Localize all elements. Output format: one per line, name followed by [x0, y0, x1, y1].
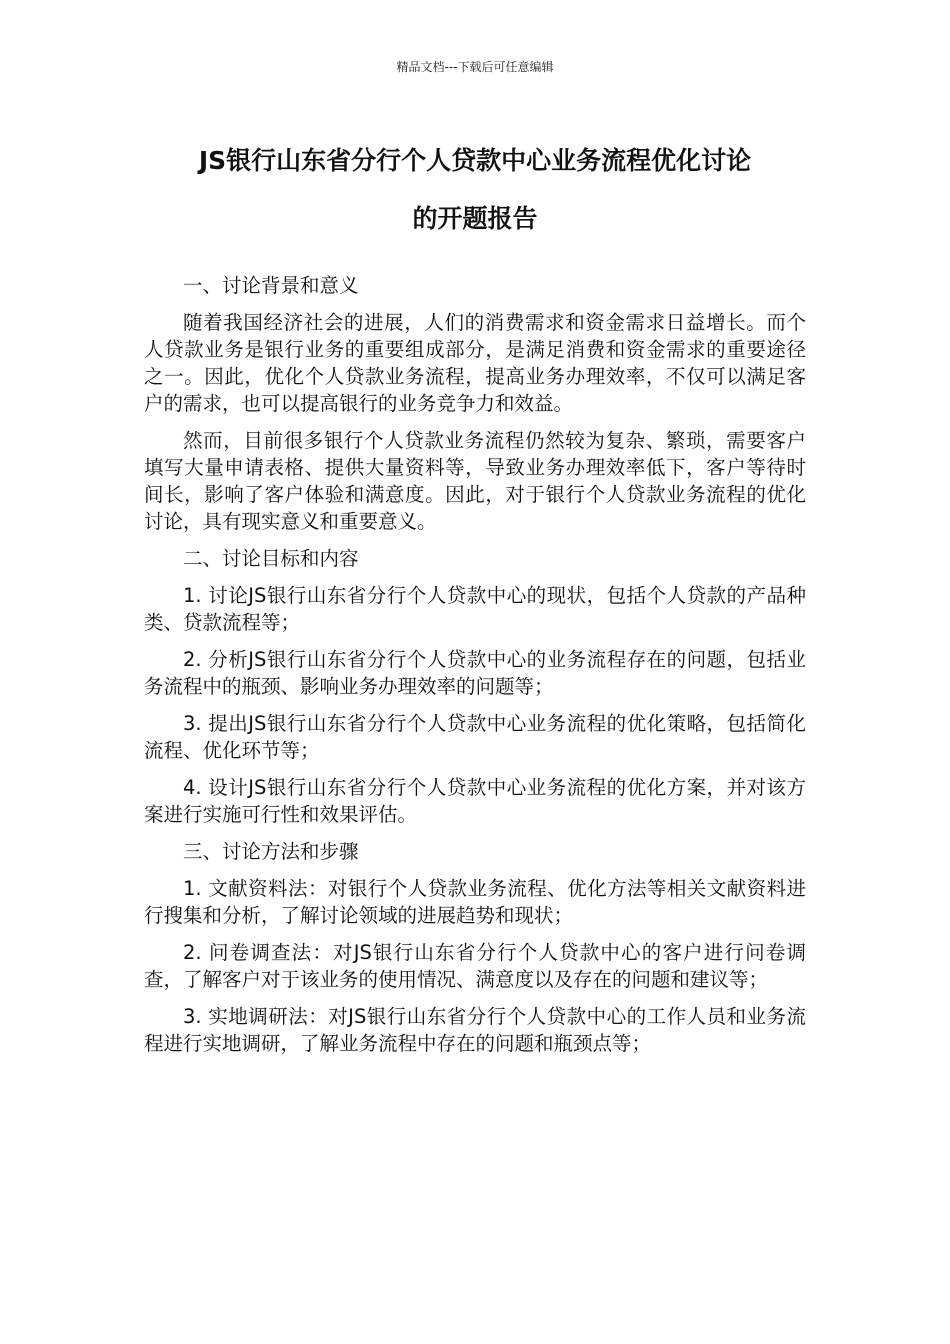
document-title: [140, 132, 810, 248]
document-title-line-1: JS银行山东省分行个人贷款中心业务流程优化讨论: [198, 146, 752, 175]
list-item-goal-1: 1. 讨论JS银行山东省分行个人贷款中心的现状，包括个人贷款的产品种类、贷款流程等；: [144, 584, 806, 634]
section-heading-background: 一、讨论背景和意义: [183, 274, 359, 297]
section-heading-methods: 三、讨论方法和步骤: [183, 840, 359, 863]
document-title-line-2: 的开题报告: [412, 204, 538, 233]
list-item-goal-3: 3. 提出JS银行山东省分行个人贷款中心业务流程的优化策略，包括简化流程、优化环节等；: [144, 712, 806, 762]
list-item-goal-4: 4. 设计JS银行山东省分行个人贷款中心业务流程的优化方案，并对该方案进行实施可行性和效果评估。: [144, 776, 806, 826]
document-body: [144, 272, 806, 1067]
paragraph-background-1: 随着我国经济社会的进展，人们的消费需求和资金需求日益增长。而个人贷款业务是银行业务的重要组成部分，是满足消费和资金需求的重要途径之一。因此，优化个人贷款业务流程，提高业务办理效率，不仅可以满足客户的需求，也可以提高银行的业务竞争力和效益。: [144, 311, 806, 415]
paragraph-background-2: 然而，目前很多银行个人贷款业务流程仍然较为复杂、繁琐，需要客户填写大量申请表格、提供大量资料等，导致业务办理效率低下，客户等待时间长，影响了客户体验和满意度。因此，对于银行个人贷款业务流程的优化讨论，具有现实意义和重要意义。: [144, 429, 806, 533]
list-item-goal-2: 2. 分析JS银行山东省分行个人贷款中心的业务流程存在的问题，包括业务流程中的瓶颈、影响业务办理效率的问题等；: [144, 648, 806, 698]
list-item-method-3: 3. 实地调研法：对JS银行山东省分行个人贷款中心的工作人员和业务流程进行实地调研，了解业务流程中存在的问题和瓶颈点等；: [144, 1005, 806, 1055]
page-header-note: 精品文档---下载后可任意编辑: [396, 60, 554, 74]
section-heading-goals: 二、讨论目标和内容: [183, 547, 359, 570]
list-item-method-1: 1. 文献资料法：对银行个人贷款业务流程、优化方法等相关文献资料进行搜集和分析，了解讨论领域的进展趋势和现状；: [144, 877, 806, 927]
list-item-method-2: 2. 问卷调查法：对JS银行山东省分行个人贷款中心的客户进行问卷调查，了解客户对于该业务的使用情况、满意度以及存在的问题和建议等；: [144, 941, 806, 991]
